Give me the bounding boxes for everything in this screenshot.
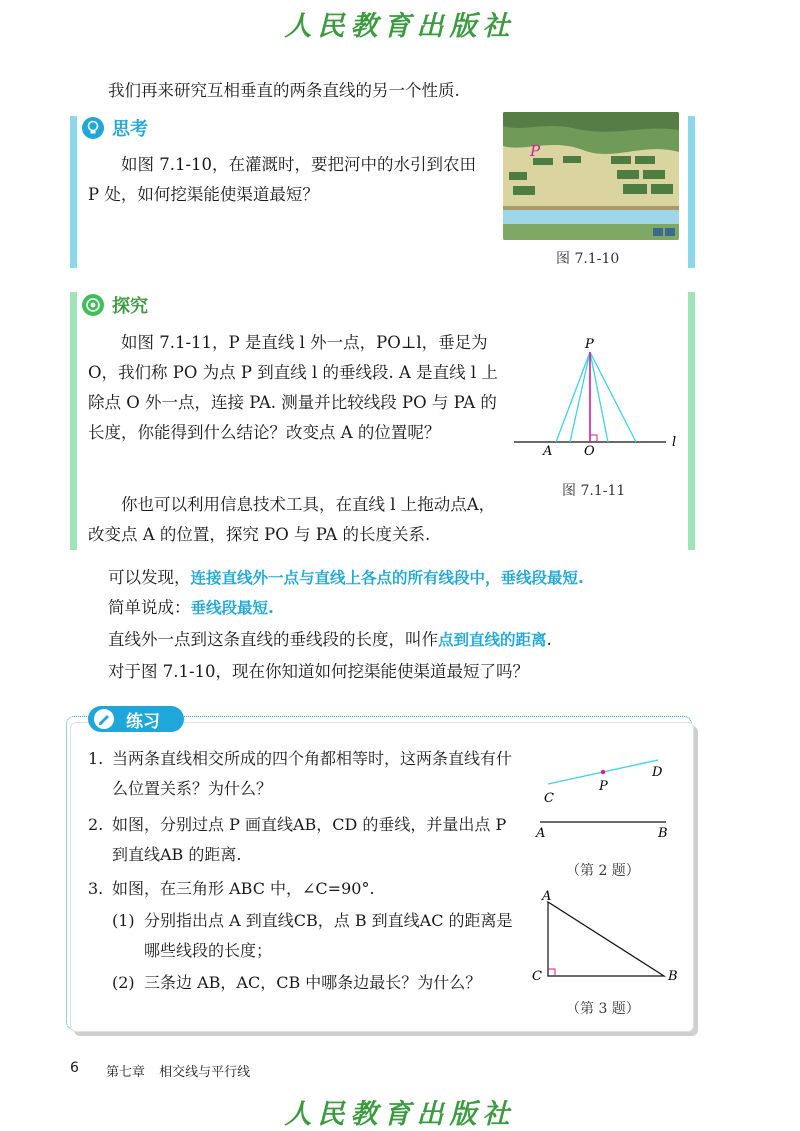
conclusion-3-suffix: . (546, 630, 552, 649)
conclusion-3-prefix: 直线外一点到这条直线的垂线段的长度，叫作 (108, 630, 438, 649)
think-heading (82, 115, 148, 141)
irrigation-point-label: P (530, 142, 541, 160)
conclusion-line-3 (108, 625, 688, 655)
exercise-item-number: 1. (88, 749, 104, 768)
figure-problem-3 (528, 888, 684, 988)
conclusion-2-prefix: 简单说成： (108, 598, 191, 617)
figure-7-1-11 (510, 336, 690, 464)
label-p: P (599, 779, 608, 794)
explore-side-bar (70, 292, 77, 550)
exercise-subitem-text: 三条边 AB，AC，CB 中哪条边最长？为什么？ (144, 973, 482, 992)
publisher-header: 人民教育出版社 (284, 11, 516, 42)
pencil-icon (94, 709, 114, 729)
conclusion-2-highlight: 垂线段最短. (190, 599, 274, 617)
label-p: P (585, 337, 594, 352)
chapter-number: 第七章 (106, 1065, 146, 1080)
explore-heading (82, 292, 148, 318)
intro-text: 我们再来研究互相垂直的两条直线的另一个性质. (108, 81, 460, 100)
exercise-title: 练习 (126, 711, 160, 732)
label-o: O (584, 444, 595, 459)
point-p-dot (601, 770, 605, 774)
explore-paragraph-1: 如图 7.1-11，P 是直线 l 外一点，PO⊥l，垂足为 O，我们称 PO 为点 P 到直线 l 的垂线段. A 是直线 l 上除点 O 外一点，连接 PA. 测量并比较线段 PO 与 PA 的长度，你能得到什么结论？改变点 A 的位置呢？ (88, 333, 498, 442)
exercise-item-text: 当两条直线相交所成的四个角都相等时，这两条直线有什么位置关系？为什么？ (112, 749, 513, 798)
label-c: C (532, 969, 542, 984)
label-b: B (658, 826, 668, 841)
exercise-item-text: 如图，分别过点 P 画直线AB，CD 的垂线，并量出点 P 到直线AB 的距离. (112, 815, 507, 864)
exercise-item-1 (88, 744, 513, 804)
think-side-bar (70, 116, 77, 268)
conclusion-1-highlight: 连接直线外一点与直线上各点的所有线段中，垂线段最短. (190, 569, 584, 587)
explore-paragraph-2: 你也可以利用信息技术工具，在直线 l 上拖动点A，改变点 A 的位置，探究 PO 与 PA 的长度关系. (88, 495, 496, 544)
label-a: A (543, 444, 553, 459)
figure-problem-3-caption: （第 3 题） (566, 1001, 640, 1017)
segment-p-right (590, 352, 608, 442)
right-angle-mark (590, 435, 597, 442)
label-b: B (668, 969, 678, 984)
chapter-title: 相交线与平行线 (159, 1065, 251, 1080)
irrigation-illustration (503, 112, 679, 240)
exercise-item-3 (88, 874, 513, 904)
triangle-abc (548, 902, 664, 976)
think-title: 思考 (112, 119, 148, 140)
figure-problem-2-caption: （第 2 题） (566, 863, 640, 879)
conclusion-line-4: 对于图 7.1-10，现在你知道如何挖渠能使渠道最短了吗？ (108, 662, 530, 681)
exercise-subitem-2 (112, 968, 516, 998)
exercise-item-number: 3. (88, 879, 104, 898)
conclusion-line-2 (108, 593, 688, 623)
label-d: D (652, 765, 663, 780)
label-l: l (672, 435, 677, 450)
think-side-bar-right (688, 116, 695, 268)
right-angle-mark (548, 969, 555, 976)
lightbulb-icon (82, 117, 104, 139)
think-text: 如图 7.1-10，在灌溉时，要把河中的水引到农田 P 处，如何挖渠能使渠道最短？ (88, 155, 477, 204)
conclusion-line-1 (108, 563, 688, 593)
publisher-footer: 人民教育出版社 (284, 1099, 516, 1130)
segment-p-far-right (590, 352, 636, 442)
page-number: 6 (70, 1060, 79, 1076)
explore-title: 探究 (112, 296, 148, 317)
chapter-label (106, 1061, 250, 1080)
exercise-subitem-text: 分别指出点 A 到直线CB，点 B 到直线AC 的距离是哪些线段的长度； (144, 911, 513, 960)
label-a: A (536, 826, 546, 841)
exercise-subitem-number: (1) (112, 911, 135, 930)
exercise-item-2 (88, 810, 513, 870)
figure-problem-2 (532, 752, 682, 844)
figure-7-1-10-caption: 图 7.1-10 (556, 251, 620, 267)
conclusion-1-prefix: 可以发现， (108, 568, 191, 587)
exercise-item-text: 如图，在三角形 ABC 中，∠C=90°. (112, 879, 375, 898)
exercise-subitem-number: (2) (112, 973, 135, 992)
exercise-item-number: 2. (88, 815, 104, 834)
label-a: A (542, 889, 552, 904)
explore-icon (82, 294, 104, 316)
conclusion-3-highlight: 点到直线的距离 (438, 631, 547, 649)
exercise-subitem-1 (112, 906, 516, 966)
label-c: C (544, 791, 554, 806)
figure-7-1-11-caption: 图 7.1-11 (562, 483, 626, 499)
exercise-tab (88, 706, 184, 732)
